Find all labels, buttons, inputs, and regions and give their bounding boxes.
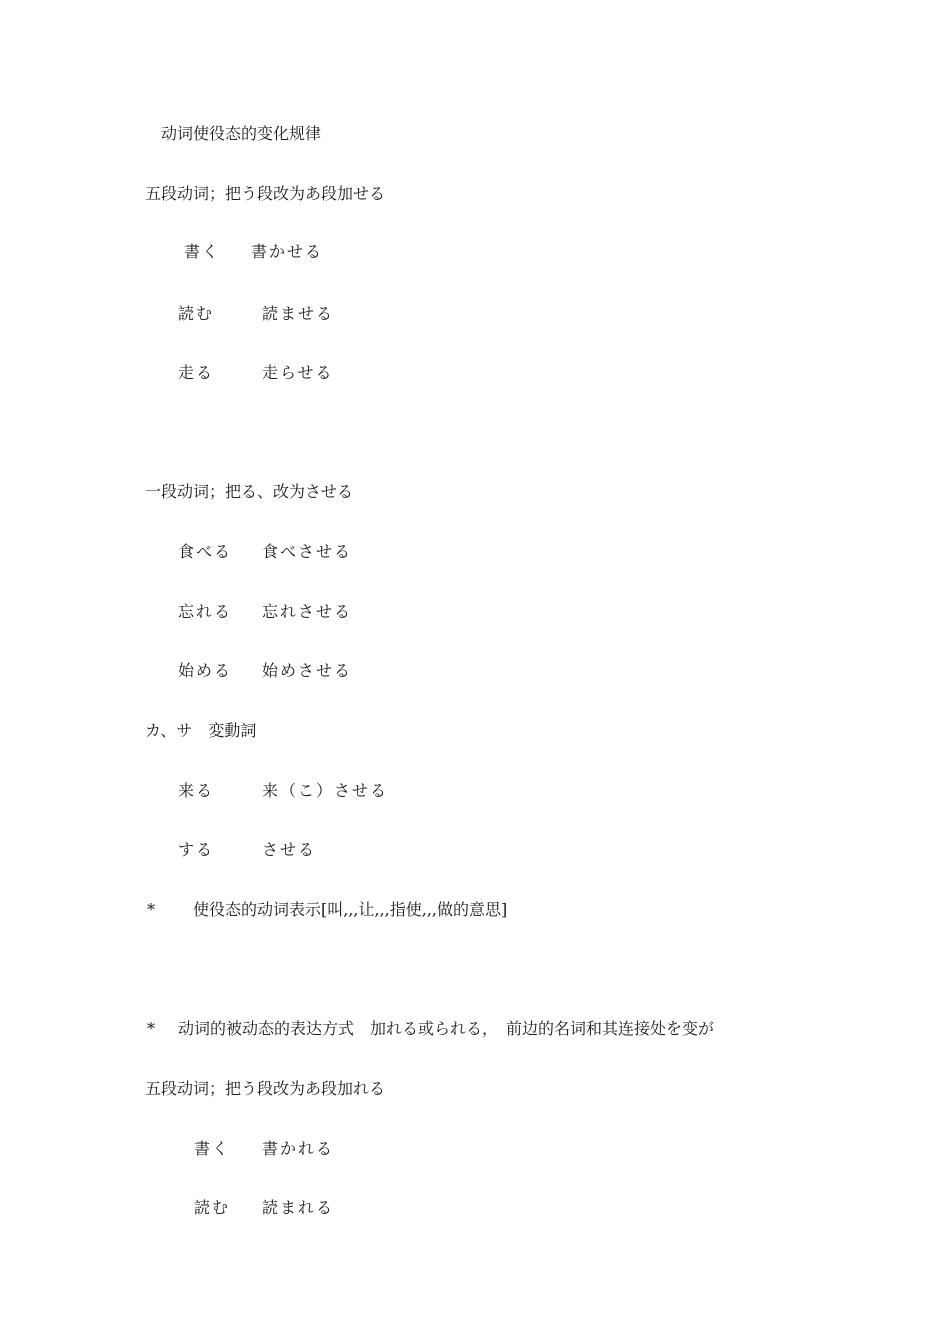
godan-base-2: 読む [178,304,215,323]
passive-base-2: 読む [194,1198,231,1217]
causative-irregular-heading: カ、サ 変動詞 [145,721,257,740]
godan-form-1: 書かせる [251,242,324,261]
irregular-base-2: する [178,840,215,859]
passive-form-2: 読まれる [262,1198,335,1217]
passive-form-1: 書かれる [262,1139,335,1158]
passive-note-star: * [147,1019,155,1038]
ichidan-base-3: 始める [178,661,233,680]
ichidan-form-1: 食べさせる [262,542,353,561]
godan-base-3: 走る [178,363,215,382]
passive-base-1: 書く [194,1139,231,1158]
irregular-base-1: 来る [178,781,215,800]
ichidan-base-1: 食べる [178,542,233,561]
ichidan-form-3: 始めさせる [262,661,353,680]
ichidan-form-2: 忘れさせる [262,602,353,621]
passive-godan-heading: 五段动词；把う段改为あ段加れる [145,1079,386,1098]
godan-base-1: 書く [184,242,221,261]
irregular-form-2: させる [262,840,317,859]
causative-note-star: * [147,900,155,919]
godan-form-2: 読ませる [262,304,335,323]
irregular-form-1: 来（こ）させる [262,781,389,800]
causative-note: 使役态的动词表示[叫,,,让,,,指使,,,做的意思] [193,900,508,919]
page-title: 动词使役态的变化规律 [161,124,322,143]
godan-form-3: 走らせる [262,363,334,382]
causative-ichidan-heading: 一段动词；把る、改为させる [145,482,354,501]
passive-note: 动词的被动态的表达方式 加れる或られる， 前边的名词和其连接处を变が [178,1019,715,1038]
ichidan-base-2: 忘れる [178,602,233,621]
causative-godan-heading: 五段动词；把う段改为あ段加せる [145,184,386,203]
